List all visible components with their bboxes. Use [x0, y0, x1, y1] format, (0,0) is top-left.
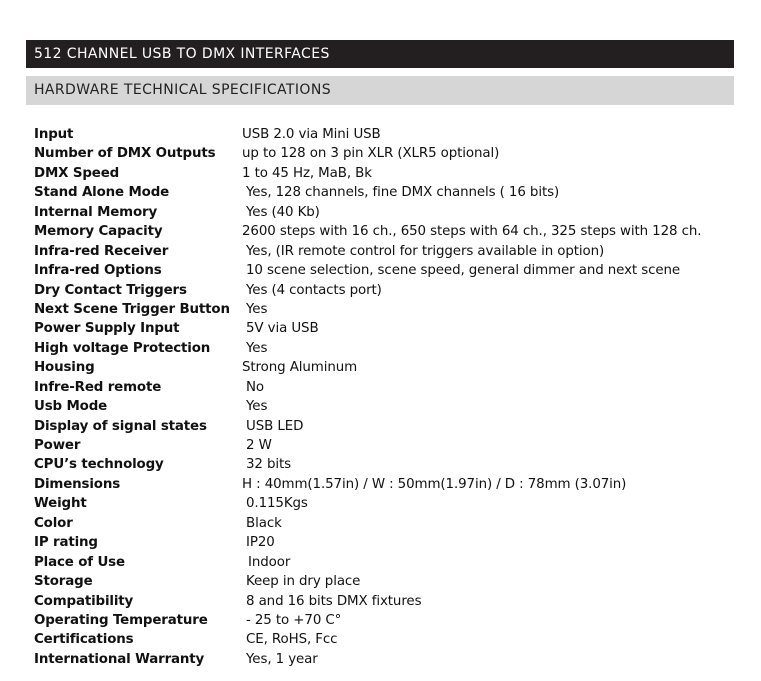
spec-label: Housing: [34, 360, 95, 376]
spec-row: [34, 592, 734, 611]
spec-label: Number of DMX Outputs: [34, 146, 216, 162]
spec-row: [34, 125, 734, 144]
spec-row: [34, 164, 734, 183]
spec-row: [34, 397, 734, 416]
spec-label: Next Scene Trigger Button: [34, 301, 230, 317]
spec-label: High voltage Protection: [34, 340, 211, 356]
spec-value: 2600 steps with 16 ch., 650 steps with 64 ch., 325 steps with 128 ch.: [242, 224, 702, 240]
spec-value: Yes, 128 channels, fine DMX channels ( 16 bits): [246, 185, 560, 201]
spec-row: [34, 300, 734, 319]
spec-value: 1 to 45 Hz, MaB, Bk: [242, 165, 372, 181]
spec-row: [34, 261, 734, 280]
spec-label: Memory Capacity: [34, 224, 163, 240]
spec-row: [34, 455, 734, 474]
section-title: HARDWARE TECHNICAL SPECIFICATIONS: [34, 82, 331, 98]
spec-value: Yes, 1 year: [246, 651, 318, 667]
spec-row: [34, 475, 734, 494]
spec-value: Strong Aluminum: [242, 360, 358, 376]
spec-label: Compatibility: [34, 593, 134, 609]
spec-label: Power: [34, 438, 81, 453]
spec-label: DMX Speed: [34, 165, 120, 181]
spec-row: [34, 630, 734, 649]
spec-row: [34, 611, 734, 630]
spec-row: [34, 242, 734, 261]
spec-value: up to 128 on 3 pin XLR (XLR5 optional): [242, 146, 500, 162]
spec-row: [34, 650, 734, 669]
spec-label: Infre-Red remote: [34, 379, 162, 395]
spec-value: 32 bits: [246, 457, 292, 473]
spec-row: [34, 281, 734, 300]
section-header-bar: [26, 76, 734, 105]
spec-row: [34, 417, 734, 436]
spec-value: Yes, (IR remote control for triggers available in option): [246, 243, 605, 259]
spec-label: Certifications: [34, 632, 134, 648]
spec-label: Internal Memory: [34, 204, 158, 220]
spec-label: Infra-red Options: [34, 263, 162, 279]
spec-row: [34, 514, 734, 533]
spec-row: [34, 144, 734, 163]
spec-row: [34, 203, 734, 222]
spec-row: [34, 319, 734, 338]
spec-label: Place of Use: [34, 554, 125, 570]
spec-value: Yes: [246, 301, 268, 317]
spec-row: [34, 222, 734, 241]
spec-row: [34, 572, 734, 591]
spec-value: Yes: [246, 399, 268, 415]
spec-label: Weight: [34, 496, 87, 512]
spec-value: USB 2.0 via Mini USB: [242, 127, 381, 142]
spec-row: [34, 494, 734, 513]
spec-value: 2 W: [246, 438, 272, 453]
spec-row: [34, 339, 734, 358]
spec-row: [34, 436, 734, 455]
spec-row: [34, 358, 734, 377]
spec-label: Storage: [34, 574, 93, 590]
spec-table: [34, 125, 734, 669]
spec-value: USB LED: [246, 418, 304, 434]
spec-value: Yes: [246, 340, 268, 356]
spec-label: Stand Alone Mode: [34, 185, 170, 201]
document-title: 512 CHANNEL USB TO DMX INTERFACES: [34, 46, 330, 62]
spec-label: IP rating: [34, 535, 98, 551]
spec-value: No: [246, 379, 265, 395]
spec-row: [34, 378, 734, 397]
spec-label: Input: [34, 127, 74, 142]
spec-value: IP20: [246, 535, 275, 551]
spec-value: Yes (40 Kb): [246, 204, 320, 220]
spec-value: Keep in dry place: [246, 574, 361, 590]
spec-value: 5V via USB: [246, 321, 319, 337]
spec-label: Dry Contact Triggers: [34, 282, 187, 298]
spec-label: Infra-red Receiver: [34, 243, 169, 259]
spec-row: [34, 533, 734, 552]
spec-label: Operating Temperature: [34, 612, 208, 628]
spec-label: CPU’s technology: [34, 457, 164, 473]
spec-value: H : 40mm(1.57in) / W : 50mm(1.97in) / D : 78mm (3.07in): [242, 476, 627, 492]
spec-label: Color: [34, 515, 73, 531]
spec-label: Power Supply Input: [34, 321, 180, 337]
spec-value: - 25 to +70 C°: [246, 612, 342, 628]
spec-value: Yes (4 contacts port): [246, 282, 382, 298]
spec-row: [34, 553, 734, 572]
spec-label: Usb Mode: [34, 399, 108, 415]
spec-label: Dimensions: [34, 476, 121, 492]
spec-value: Black: [246, 515, 282, 531]
spec-value: CE, RoHS, Fcc: [246, 632, 338, 648]
spec-row: [34, 183, 734, 202]
spec-value: Indoor: [248, 554, 291, 570]
spec-label: International Warranty: [34, 651, 205, 667]
spec-value: 10 scene selection, scene speed, general dimmer and next scene: [246, 263, 681, 279]
document-title-bar: [26, 40, 734, 68]
spec-label: Display of signal states: [34, 418, 207, 434]
spec-value: 8 and 16 bits DMX fixtures: [246, 593, 422, 609]
spec-value: 0.115Kgs: [246, 496, 308, 512]
